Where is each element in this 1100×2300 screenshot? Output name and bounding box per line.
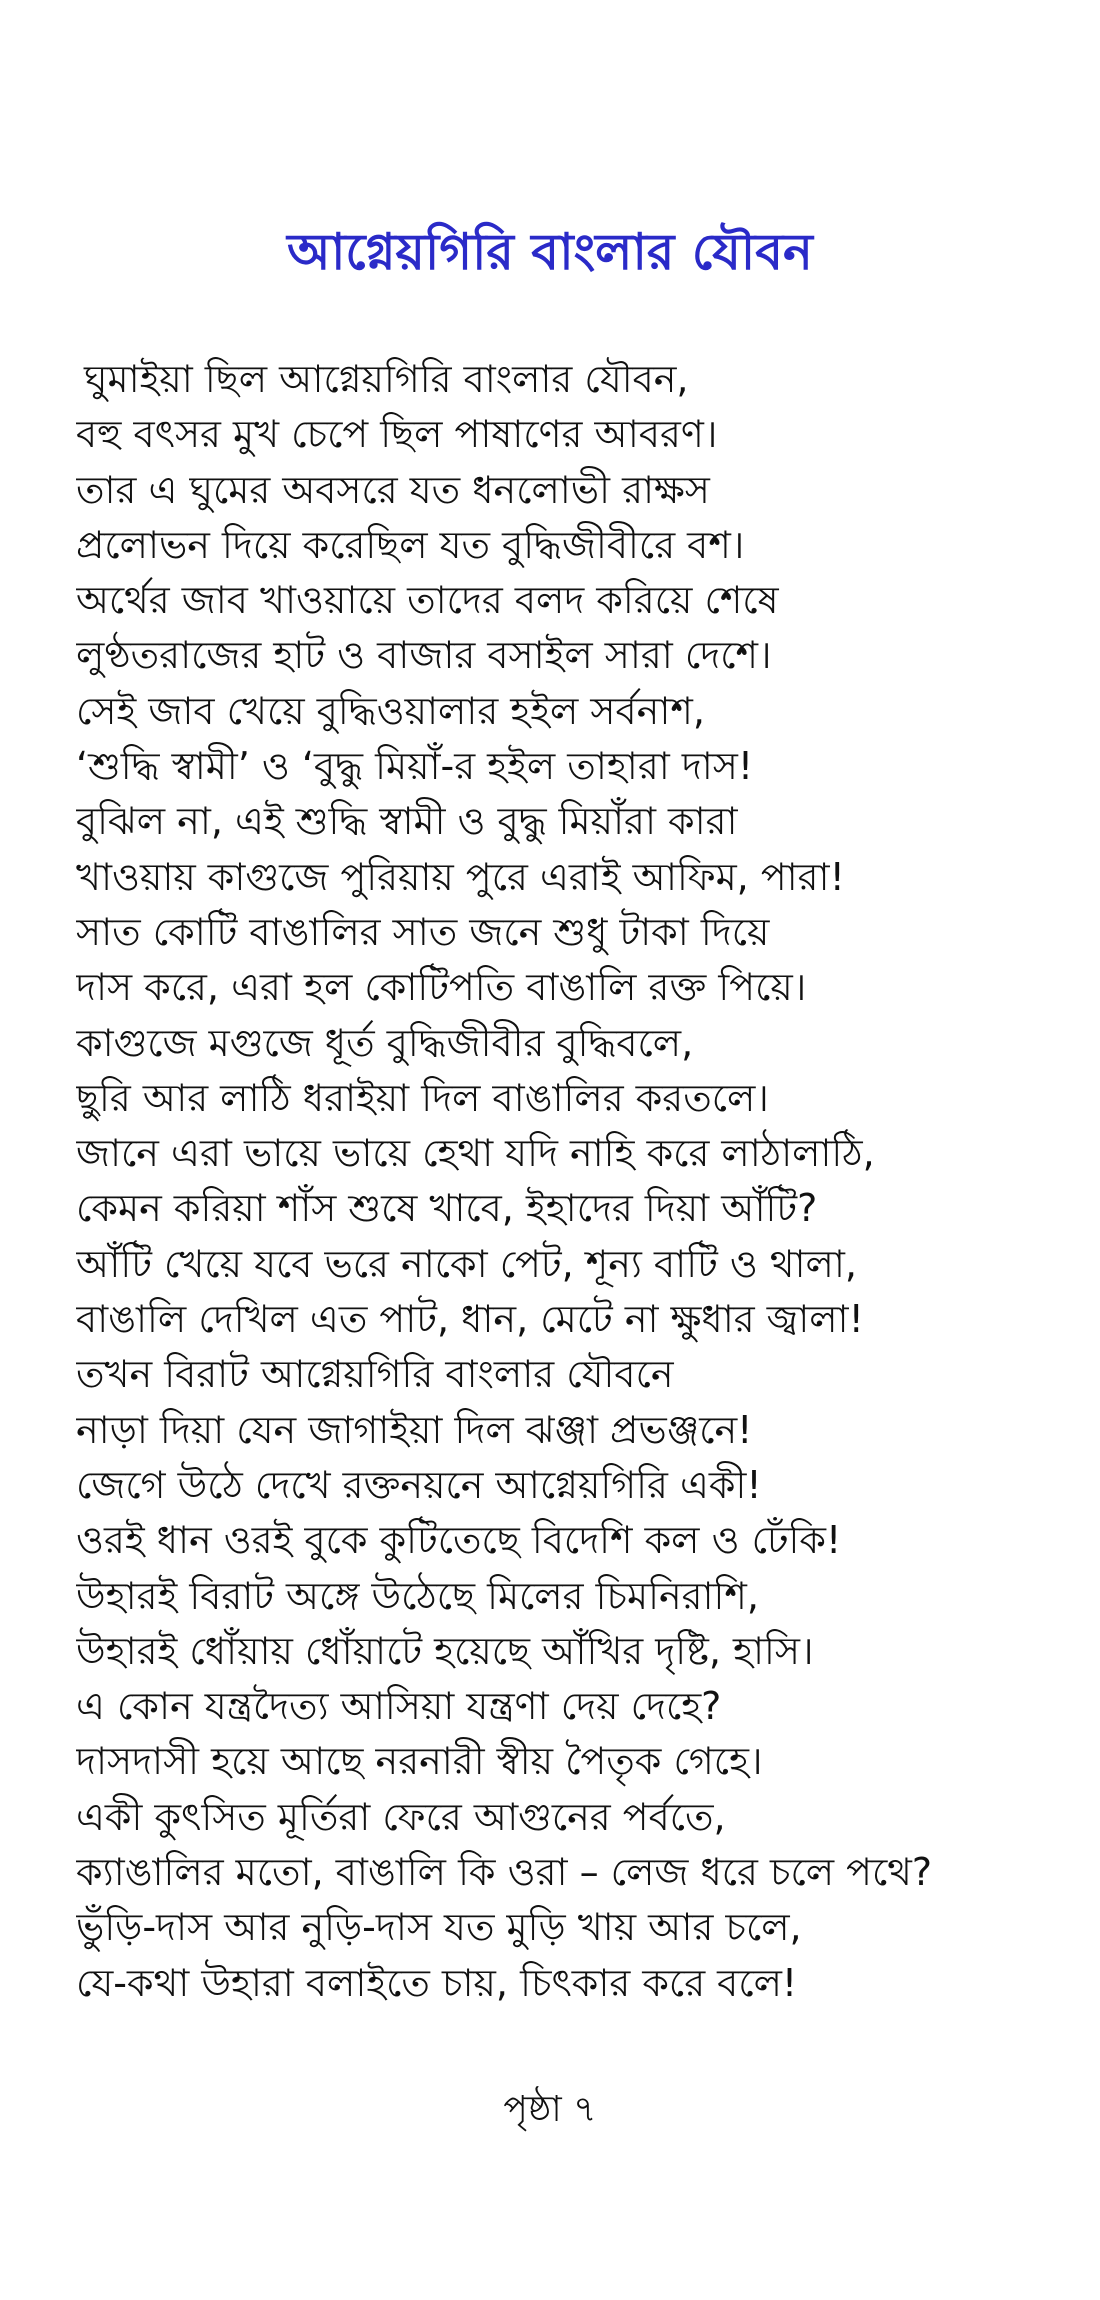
poem-line: জেগে উঠে দেখে রক্তনয়নে আগ্নেয়গিরি একী!: [76, 1462, 762, 1507]
poem-line: বাঙালি দেখিল এত পাট, ধান, মেটে না ক্ষুধার জ্বালা!: [76, 1297, 864, 1342]
poem-line: কাগুজে মগুজে ধূর্ত বুদ্ধিজীবীর বুদ্ধিবলে,: [76, 1020, 694, 1065]
poem-body: [76, 352, 1076, 2011]
poem-line: ‘শুদ্ধি স্বামী’ ও ‘বুদ্ধু মিয়াঁ-র হইল তাহারা দাস!: [76, 744, 754, 789]
poem-line: তখন বিরাট আগ্নেয়গিরি বাংলার যৌবনে: [76, 1352, 674, 1397]
poem-line: দাস করে, এরা হল কোটিপতি বাঙালি রক্ত পিয়ে।: [76, 965, 807, 1010]
poem-line: ঘুমাইয়া ছিল আগ্নেয়গিরি বাংলার যৌবন,: [84, 357, 689, 401]
poem-line: অর্থের জাব খাওয়ায়ে তাদের বলদ করিয়ে শেষে: [76, 578, 779, 623]
poem-line: খাওয়ায় কাগুজে পুরিয়ায় পুরে এরাই আফিম, পারা!: [76, 854, 845, 899]
poem-line: লুণ্ঠতরাজের হাট ও বাজার বসাইল সারা দেশে।: [76, 633, 772, 678]
poem-line: একী কুৎসিত মূর্তিরা ফেরে আগুনের পর্বতে,: [76, 1794, 726, 1839]
poem-line: সাত কোটি বাঙালির সাত জনে শুধু টাকা দিয়ে: [76, 909, 770, 954]
poem-line: জানে এরা ভায়ে ভায়ে হেথা যদি নাহি করে লাঠালাঠি,: [76, 1131, 875, 1176]
page-number: পৃষ্ঠা ৭: [503, 2089, 597, 2130]
poem-line: ছুরি আর লাঠি ধরাইয়া দিল বাঙালির করতলে।: [76, 1075, 769, 1120]
poem-line: বহু বৎসর মুখ চেপে ছিল পাষাণের আবরণ।: [76, 412, 718, 457]
poem-line: বুঝিল না, এই শুদ্ধি স্বামী ও বুদ্ধু মিয়াঁরা কারা: [76, 799, 738, 844]
poem-line: ওরই ধান ওরই বুকে কুটিতেছে বিদেশি কল ও ঢেঁকি!: [76, 1518, 842, 1563]
poem-line: দাসদাসী হয়ে আছে নরনারী স্বীয় পৈতৃক গেহে।: [76, 1739, 763, 1784]
poem-line: উহারই বিরাট অঙ্গে উঠেছে মিলের চিমনিরাশি,: [76, 1573, 759, 1618]
poem-line: আঁটি খেয়ে যবে ভরে নাকো পেট, শূন্য বাটি ও থালা,: [76, 1241, 857, 1286]
poem-line: ক্যাঙালির মতো, বাঙালি কি ওরা – লেজ ধরে চলে পথে?: [76, 1850, 933, 1895]
poem-line: সেই জাব খেয়ে বুদ্ধিওয়ালার হইল সর্বনাশ,: [76, 688, 705, 733]
poem-line: তার এ ঘুমের অবসরে যত ধনলোভী রাক্ষস: [76, 467, 710, 512]
poem-line: কেমন করিয়া শাঁস শুষে খাবে, ইহাদের দিয়া আঁটি?: [76, 1186, 818, 1231]
poem-line: নাড়া দিয়া যেন জাগাইয়া দিল ঝঞ্জা প্রভঞ্জনে!: [76, 1407, 753, 1452]
poem-line: ভুঁড়ি-দাস আর নুড়ি-দাস যত মুড়ি খায় আর চলে,: [76, 1905, 802, 1950]
poem-line: এ কোন যন্ত্রদৈত্য আসিয়া যন্ত্রণা দেয় দেহে?: [76, 1684, 722, 1729]
page-title: আগ্নেয়গিরি বাংলার যৌবন: [287, 223, 813, 281]
poem-line: প্রলোভন দিয়ে করেছিল যত বুদ্ধিজীবীরে বশ।: [76, 522, 745, 567]
poem-line: উহারই ধোঁয়ায় ধোঁয়াটে হয়েছে আঁখির দৃষ্টি, হাসি।: [76, 1628, 814, 1673]
poem-line: যে-কথা উহারা বলাইতে চায়, চিৎকার করে বলে!: [76, 1960, 798, 2005]
